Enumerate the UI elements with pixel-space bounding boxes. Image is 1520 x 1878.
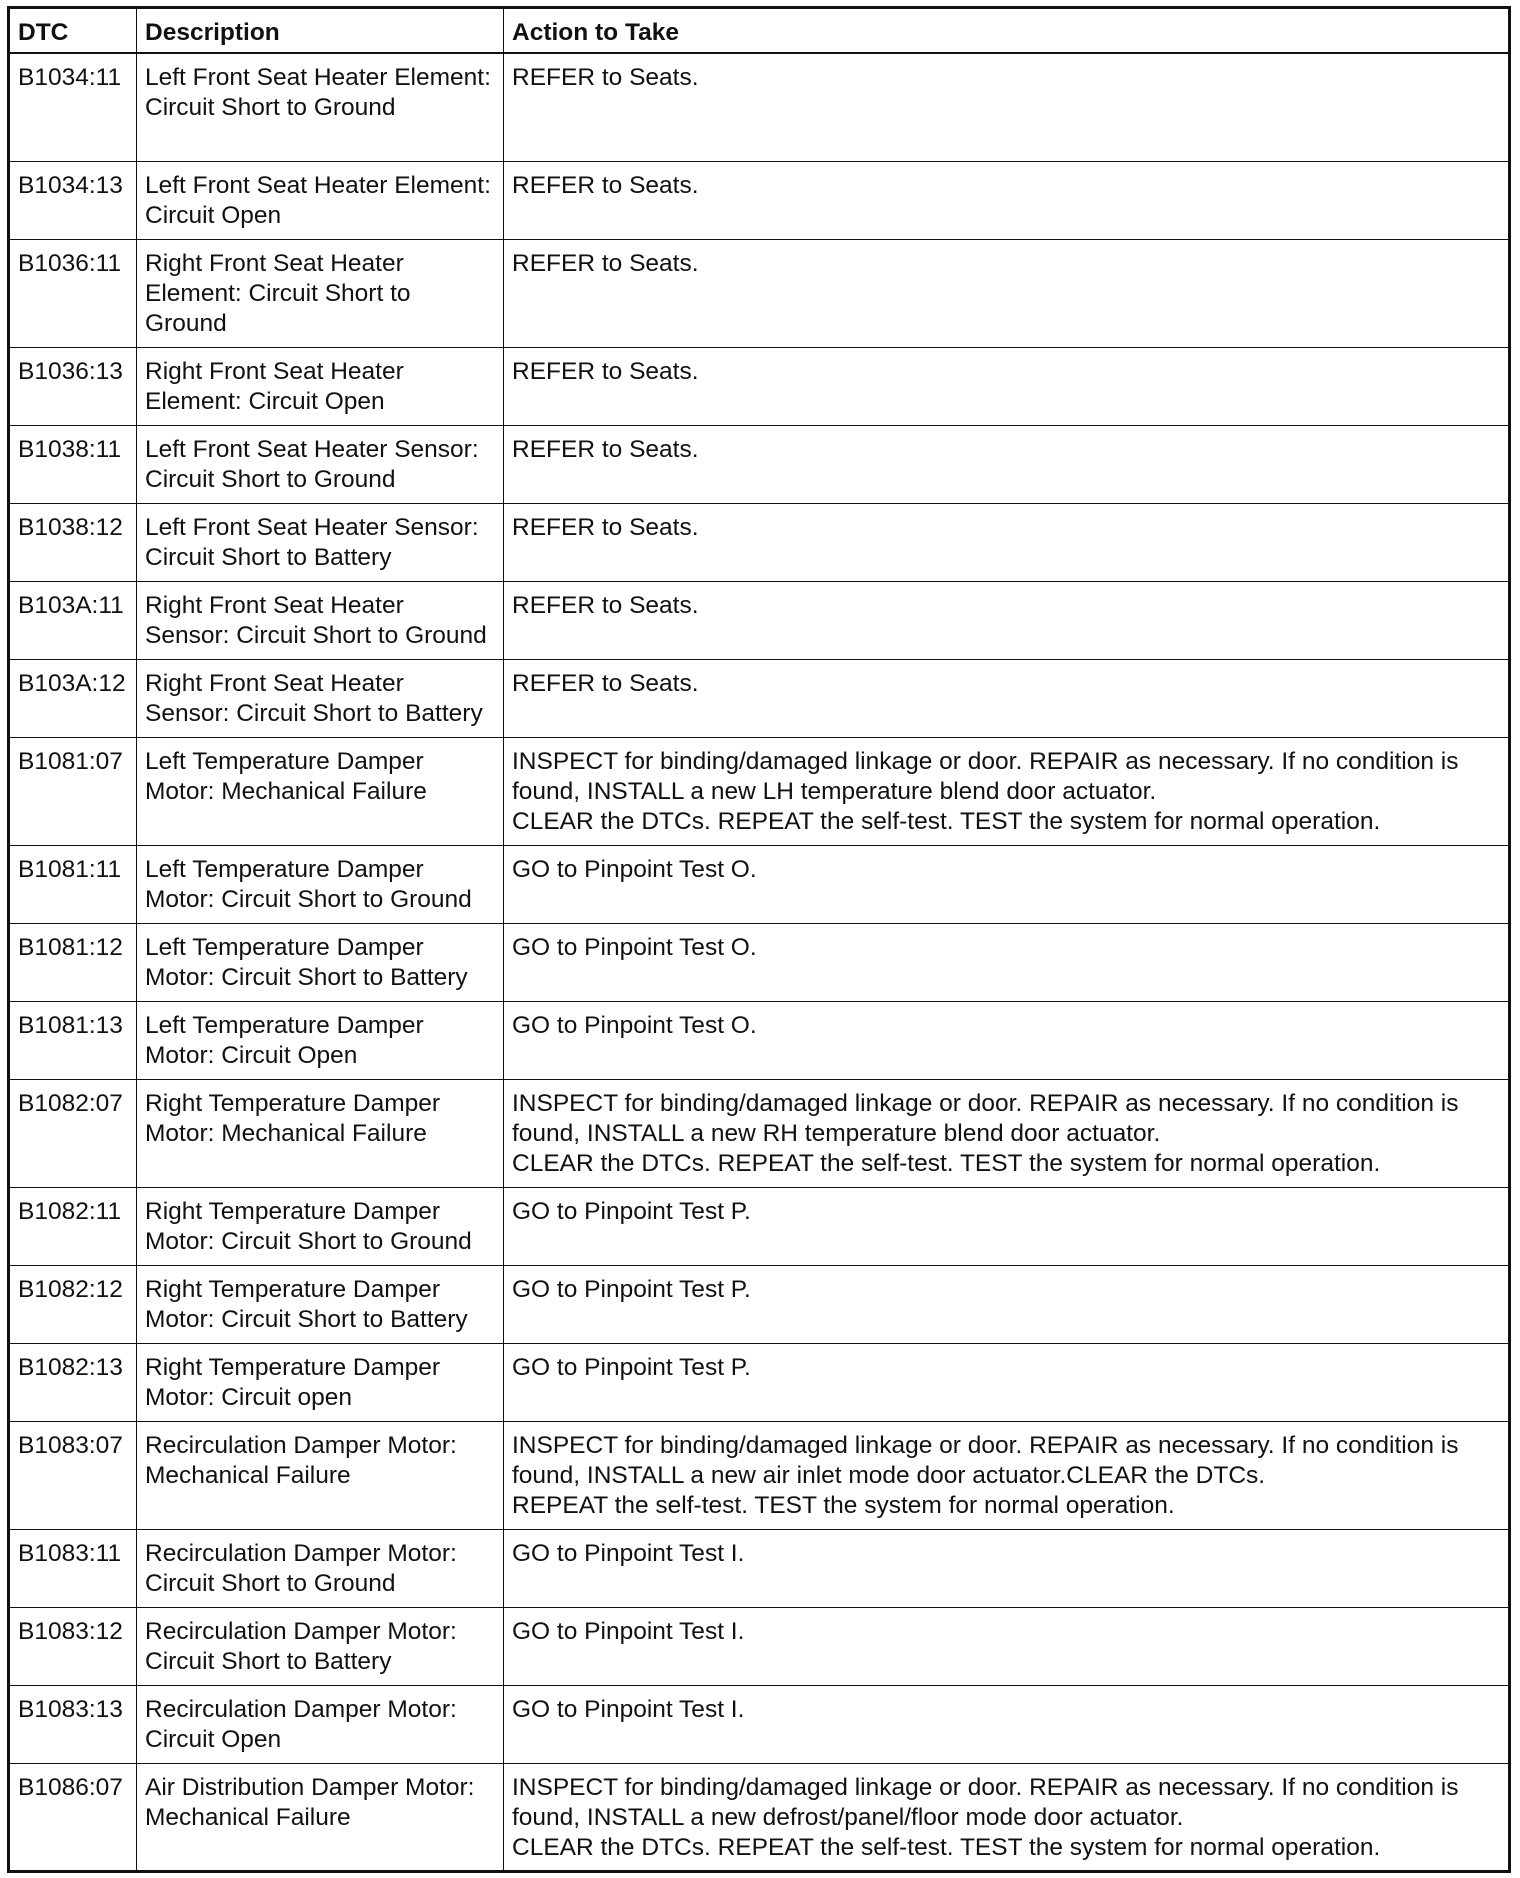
cell-description: Right Temperature Damper Motor: Circuit open <box>137 1343 504 1421</box>
cell-action: INSPECT for binding/damaged linkage or door. REPAIR as necessary. If no condition is found, INSTALL a new RH temperature blend door actuator. CLEAR the DTCs. REPEAT the self-test. TEST the system for normal operation. <box>504 1079 1510 1187</box>
table-row <box>9 1421 1510 1529</box>
cell-description: Left Front Seat Heater Sensor: Circuit Short to Battery <box>137 503 504 581</box>
table-row <box>9 1763 1510 1871</box>
cell-dtc: B1082:12 <box>9 1265 137 1343</box>
cell-dtc: B1081:07 <box>9 737 137 845</box>
cell-action: INSPECT for binding/damaged linkage or door. REPAIR as necessary. If no condition is found, INSTALL a new defrost/panel/floor mode door actuator. CLEAR the DTCs. REPEAT the self-test. TEST the system for normal operation. <box>504 1763 1510 1871</box>
cell-description: Left Temperature Damper Motor: Circuit Open <box>137 1001 504 1079</box>
table-row <box>9 923 1510 1001</box>
table-row <box>9 425 1510 503</box>
column-header-dtc: DTC <box>9 8 137 54</box>
cell-action: GO to Pinpoint Test P. <box>504 1343 1510 1421</box>
cell-dtc: B1083:07 <box>9 1421 137 1529</box>
table-row <box>9 1001 1510 1079</box>
cell-dtc: B1036:13 <box>9 347 137 425</box>
column-header-action: Action to Take <box>504 8 1510 54</box>
cell-dtc: B1034:11 <box>9 53 137 161</box>
cell-action: GO to Pinpoint Test I. <box>504 1685 1510 1763</box>
cell-description: Left Temperature Damper Motor: Circuit Short to Battery <box>137 923 504 1001</box>
column-header-description: Description <box>137 8 504 54</box>
cell-dtc: B1081:13 <box>9 1001 137 1079</box>
table-row <box>9 503 1510 581</box>
table-row <box>9 1079 1510 1187</box>
dtc-table <box>7 6 1511 1873</box>
cell-action: INSPECT for binding/damaged linkage or door. REPAIR as necessary. If no condition is found, INSTALL a new LH temperature blend door actuator. CLEAR the DTCs. REPEAT the self-test. TEST the system for normal operation. <box>504 737 1510 845</box>
table-row <box>9 737 1510 845</box>
cell-action: GO to Pinpoint Test O. <box>504 923 1510 1001</box>
cell-description: Right Front Seat Heater Sensor: Circuit Short to Ground <box>137 581 504 659</box>
cell-action: REFER to Seats. <box>504 161 1510 239</box>
cell-description: Air Distribution Damper Motor: Mechanical Failure <box>137 1763 504 1871</box>
cell-description: Right Temperature Damper Motor: Circuit Short to Ground <box>137 1187 504 1265</box>
cell-dtc: B1081:12 <box>9 923 137 1001</box>
table-row <box>9 845 1510 923</box>
cell-description: Recirculation Damper Motor: Circuit Open <box>137 1685 504 1763</box>
cell-description: Recirculation Damper Motor: Circuit Short to Ground <box>137 1529 504 1607</box>
cell-description: Right Front Seat Heater Element: Circuit Short to Ground <box>137 239 504 347</box>
table-row <box>9 1529 1510 1607</box>
cell-action: REFER to Seats. <box>504 347 1510 425</box>
cell-dtc: B1082:07 <box>9 1079 137 1187</box>
cell-action: REFER to Seats. <box>504 239 1510 347</box>
cell-description: Right Front Seat Heater Element: Circuit Open <box>137 347 504 425</box>
cell-dtc: B1038:11 <box>9 425 137 503</box>
cell-dtc: B1086:07 <box>9 1763 137 1871</box>
cell-action: REFER to Seats. <box>504 581 1510 659</box>
cell-dtc: B1083:11 <box>9 1529 137 1607</box>
cell-dtc: B1082:13 <box>9 1343 137 1421</box>
cell-dtc: B1082:11 <box>9 1187 137 1265</box>
table-row <box>9 1265 1510 1343</box>
cell-description: Left Temperature Damper Motor: Circuit Short to Ground <box>137 845 504 923</box>
cell-description: Left Temperature Damper Motor: Mechanical Failure <box>137 737 504 845</box>
table-row <box>9 53 1510 161</box>
cell-description: Right Front Seat Heater Sensor: Circuit Short to Battery <box>137 659 504 737</box>
table-row <box>9 347 1510 425</box>
cell-action: GO to Pinpoint Test I. <box>504 1529 1510 1607</box>
table-row <box>9 239 1510 347</box>
cell-description: Left Front Seat Heater Element: Circuit Short to Ground <box>137 53 504 161</box>
cell-description: Left Front Seat Heater Element: Circuit Open <box>137 161 504 239</box>
cell-action: REFER to Seats. <box>504 503 1510 581</box>
cell-dtc: B103A:11 <box>9 581 137 659</box>
cell-description: Right Temperature Damper Motor: Circuit Short to Battery <box>137 1265 504 1343</box>
table-row <box>9 1187 1510 1265</box>
cell-action: GO to Pinpoint Test P. <box>504 1265 1510 1343</box>
cell-dtc: B103A:12 <box>9 659 137 737</box>
cell-dtc: B1034:13 <box>9 161 137 239</box>
table-row <box>9 581 1510 659</box>
cell-description: Right Temperature Damper Motor: Mechanical Failure <box>137 1079 504 1187</box>
cell-action: GO to Pinpoint Test O. <box>504 845 1510 923</box>
cell-description: Recirculation Damper Motor: Circuit Short to Battery <box>137 1607 504 1685</box>
cell-action: GO to Pinpoint Test P. <box>504 1187 1510 1265</box>
cell-action: REFER to Seats. <box>504 53 1510 161</box>
table-header-row <box>9 8 1510 54</box>
cell-dtc: B1083:13 <box>9 1685 137 1763</box>
table-row <box>9 1685 1510 1763</box>
cell-dtc: B1083:12 <box>9 1607 137 1685</box>
cell-action: INSPECT for binding/damaged linkage or door. REPAIR as necessary. If no condition is found, INSTALL a new air inlet mode door actuator.CLEAR the DTCs. REPEAT the self-test. TEST the system for normal operation. <box>504 1421 1510 1529</box>
cell-action: REFER to Seats. <box>504 425 1510 503</box>
cell-description: Left Front Seat Heater Sensor: Circuit Short to Ground <box>137 425 504 503</box>
cell-action: GO to Pinpoint Test I. <box>504 1607 1510 1685</box>
cell-dtc: B1036:11 <box>9 239 137 347</box>
cell-dtc: B1038:12 <box>9 503 137 581</box>
table-row <box>9 161 1510 239</box>
cell-action: REFER to Seats. <box>504 659 1510 737</box>
cell-action: GO to Pinpoint Test O. <box>504 1001 1510 1079</box>
cell-description: Recirculation Damper Motor: Mechanical Failure <box>137 1421 504 1529</box>
table-row <box>9 1343 1510 1421</box>
cell-dtc: B1081:11 <box>9 845 137 923</box>
table-row <box>9 1607 1510 1685</box>
table-row <box>9 659 1510 737</box>
